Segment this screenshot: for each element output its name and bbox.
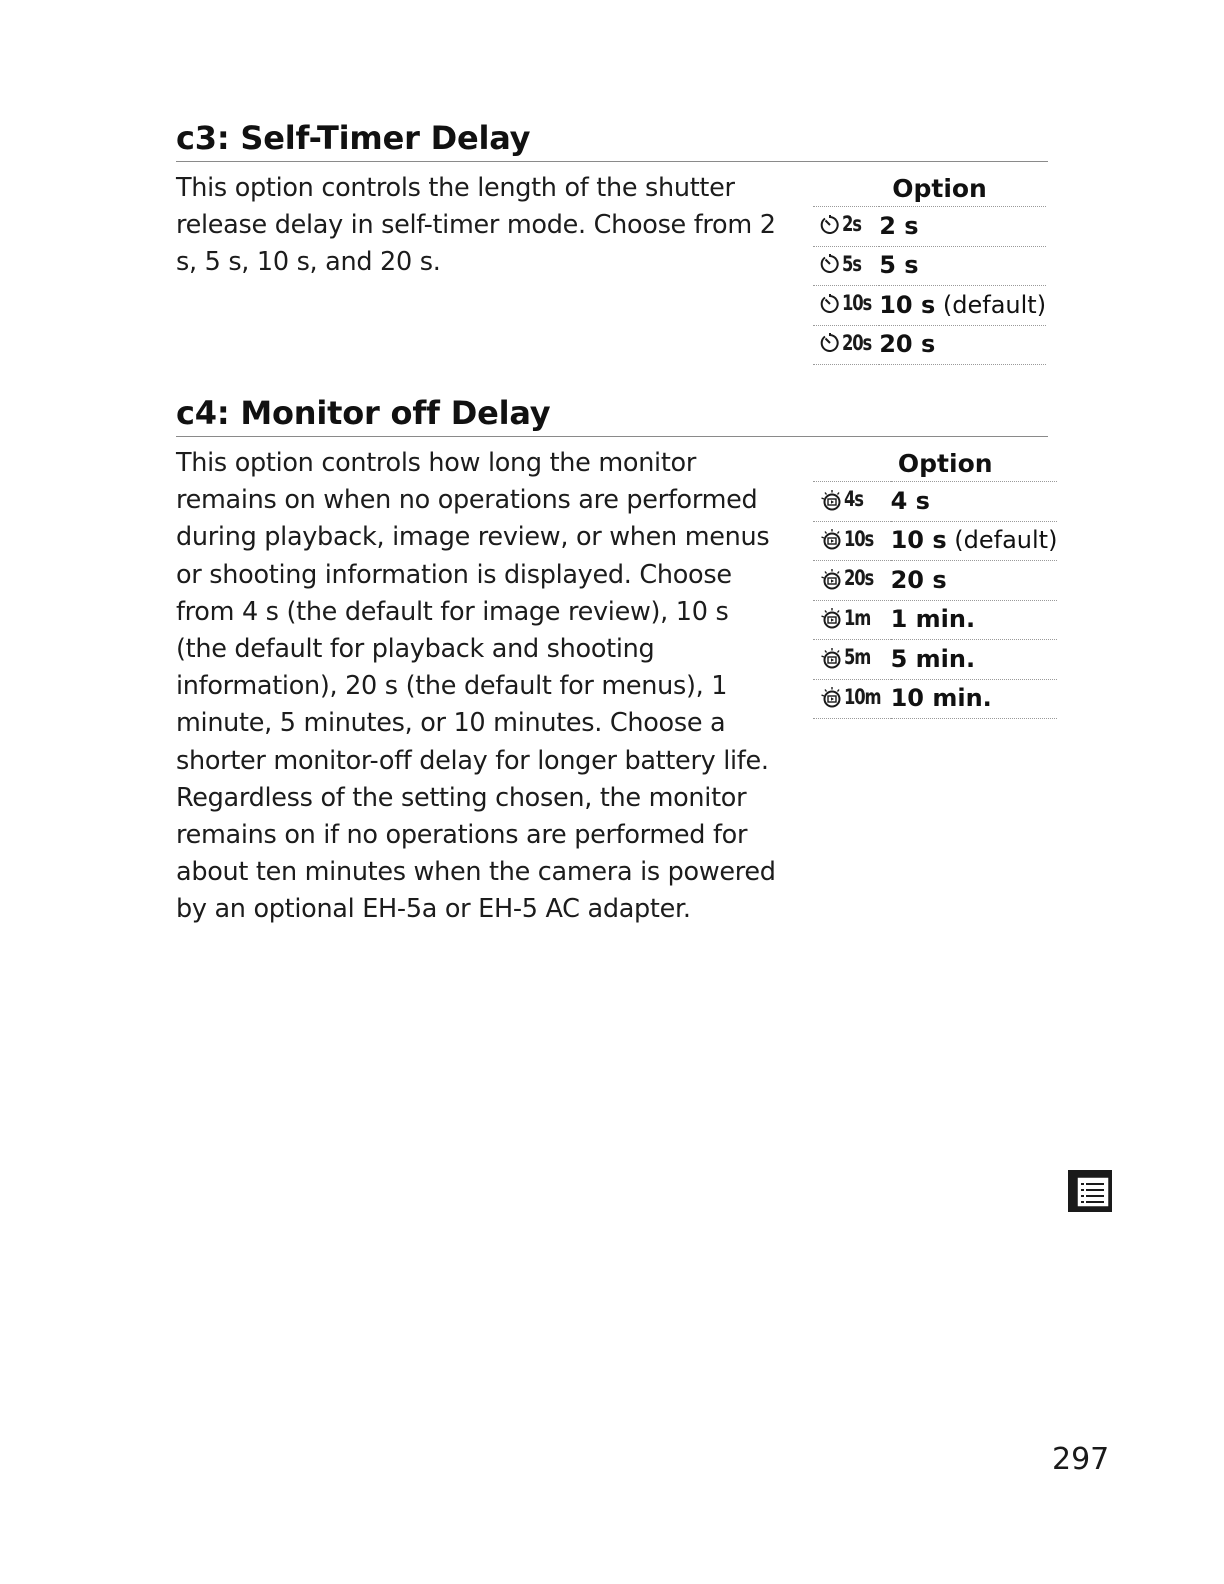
- option-value-cell: [891, 640, 1058, 680]
- monitor-off-icon: [819, 680, 891, 715]
- monitor-off-icon: [819, 640, 878, 675]
- self-timer-icon: [819, 247, 866, 282]
- option-value-cell: [891, 600, 1058, 640]
- monitor-off-icon: [819, 522, 881, 557]
- option-default-note: (default): [946, 526, 1058, 555]
- option-code: 4s: [844, 487, 863, 511]
- options-table: [813, 172, 1046, 365]
- self-timer-icon: [819, 207, 866, 242]
- option-row: [813, 561, 1057, 601]
- option-value-cell: [879, 207, 1046, 247]
- self-timer-icon: [819, 286, 879, 321]
- option-code: 2s: [842, 212, 861, 236]
- option-icon-cell: [813, 521, 891, 561]
- option-value-cell: [891, 521, 1058, 561]
- option-value: 5 min.: [890, 644, 976, 673]
- option-code: 10m: [844, 684, 881, 709]
- section-c4-monitor-off-delay: [176, 393, 1058, 925]
- option-row: [813, 482, 1057, 522]
- section-title: c3: Self-Timer Delay: [176, 119, 531, 157]
- option-row: [813, 325, 1046, 365]
- option-row: [813, 521, 1057, 561]
- option-row: [813, 246, 1046, 286]
- option-value: 5 s: [879, 251, 919, 280]
- option-icon-cell: [813, 561, 891, 601]
- option-icon-cell: [813, 286, 879, 326]
- option-row: [813, 600, 1057, 640]
- option-value: 4 s: [890, 486, 930, 515]
- monitor-off-icon: [819, 482, 868, 517]
- section-c3-self-timer-delay: [176, 118, 1048, 359]
- option-code: 20s: [844, 566, 874, 590]
- option-icon-cell: [813, 640, 891, 680]
- option-value: 20 s: [879, 330, 936, 359]
- option-code: 1m: [844, 605, 871, 630]
- option-code: 10s: [844, 526, 874, 551]
- option-icon-cell: [813, 679, 891, 719]
- option-row: [813, 679, 1057, 719]
- section-description: This option controls how long the monitor remains on when no operations are performed during playback, image review, or when menus or shooting information is displayed. Choose from 4 s (the default for image review), 10 s (the default for playback and shooting information), 20 s (the default for menus), 1 minute, 5 minutes, or 10 minutes. Choose a shorter monitor-off delay for longer battery life. Regardless of the setting chosen, the monitor remains on if no operations are performed for about ten minutes when the camera is powered by an optional EH-5a or EH-5 AC adapter.: [176, 448, 776, 925]
- option-value-cell: [891, 482, 1058, 522]
- option-value-cell: [879, 246, 1046, 286]
- menu-list-icon: [1066, 1168, 1114, 1214]
- option-default-note: (default): [935, 290, 1047, 319]
- monitor-off-icon: [819, 601, 878, 636]
- self-timer-icon: [819, 326, 879, 361]
- option-icon-cell: [813, 600, 891, 640]
- option-icon-cell: [813, 246, 879, 286]
- option-value-cell: [879, 325, 1046, 365]
- option-row: [813, 286, 1046, 326]
- table-header: Option: [813, 447, 1057, 482]
- page-number: 297: [1052, 1442, 1110, 1477]
- option-value-cell: [891, 679, 1058, 719]
- option-value: 20 s: [890, 565, 947, 594]
- option-value: 10 min.: [890, 684, 992, 713]
- option-row: [813, 207, 1046, 247]
- option-icon-cell: [813, 207, 879, 247]
- option-icon-cell: [813, 482, 891, 522]
- option-icon-cell: [813, 325, 879, 365]
- option-value-cell: [879, 286, 1046, 326]
- option-value: 1 min.: [890, 605, 976, 634]
- option-value-cell: [891, 561, 1058, 601]
- section-title: c4: Monitor off Delay: [176, 394, 551, 432]
- option-code: 5m: [844, 645, 871, 669]
- option-code: 10s: [842, 291, 872, 315]
- monitor-off-icon: [819, 561, 881, 596]
- option-value: 10 s: [890, 526, 947, 555]
- table-header: Option: [813, 172, 1046, 207]
- option-row: [813, 640, 1057, 680]
- options-table: [813, 447, 1057, 719]
- option-value: 10 s: [879, 290, 936, 319]
- title-rule: [176, 436, 1048, 437]
- title-rule: [176, 161, 1048, 162]
- option-value: 2 s: [879, 211, 919, 240]
- option-code: 5s: [842, 251, 861, 276]
- option-code: 20s: [842, 330, 872, 355]
- section-description: This option controls the length of the shutter release delay in self-timer mode. Choose from 2 s, 5 s, 10 s, and 20 s.: [176, 173, 776, 278]
